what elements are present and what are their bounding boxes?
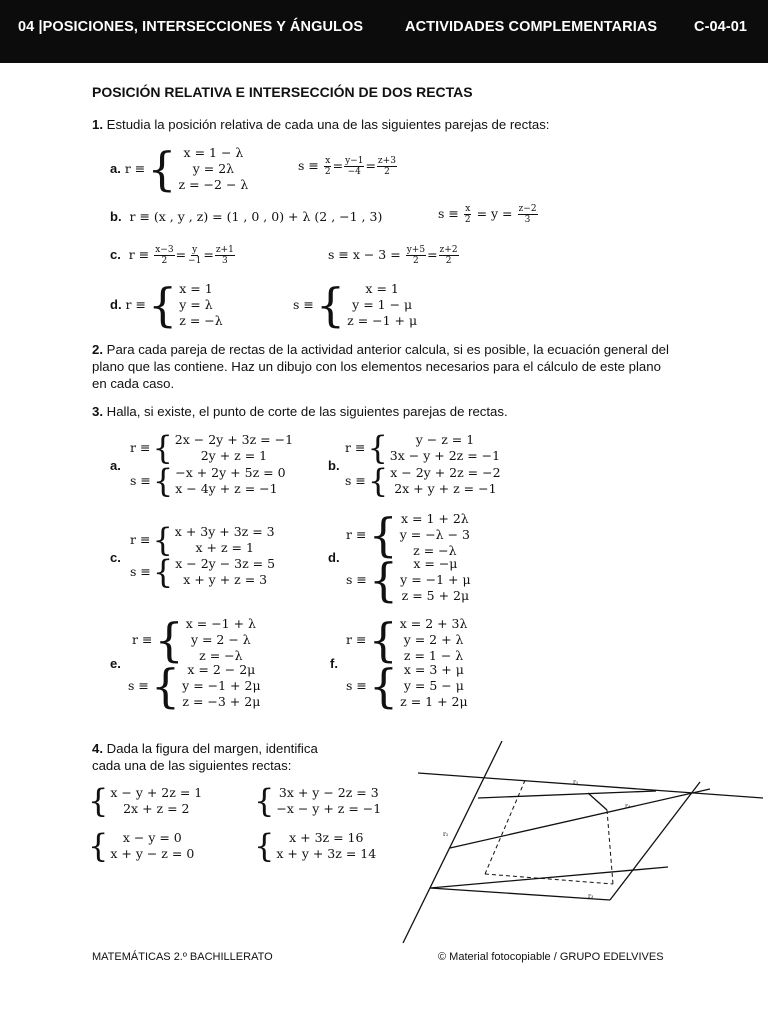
q3e-s-system: s ≡ { x = 2 − 2μ y = −1 + 2μ z = −3 + 2μ [128,659,261,713]
q3b-label: b. [328,458,340,473]
q4-system-3: { x − y = 0 x + y − z = 0 [88,827,195,865]
q3f-r-system: r ≡ { x = 2 + 3λ y = 2 + λ z = 1 − λ [346,613,468,667]
header-unit: 04 |POSICIONES, INTERSECCIONES Y ÁNGULOS [18,19,364,35]
q3d-label: d. [328,550,340,565]
question-1-text: Estudia la posición relativa de cada una de las siguientes parejas de rectas: [106,117,550,132]
figure-line-short [588,793,607,810]
q3c-s-system: s ≡ { x − 2y − 3z = 5 x + y + z = 3 [130,553,276,591]
q1c-label: c. [110,247,121,262]
header-code: C-04-01 [694,19,748,35]
figure-line-right [610,782,700,900]
q3e-r-system: r ≡ { x = −1 + λ y = 2 − λ z = −λ [132,613,256,667]
question-4-number: 4. [92,741,103,756]
figure-line-r1 [418,773,763,798]
q1a-r-system: a. r ≡ { x = 1 − λ y = 2λ z = −2 − λ [110,142,249,196]
q3b-s-system: s ≡ { x − 2y + 2z = −2 2x + y + z = −1 [345,462,501,500]
q1d-r-system: d. r ≡ { x = 1 y = λ z = −λ [110,278,223,332]
q1d-label: d. [110,297,122,312]
q1a-s-equation: s ≡ $\frac{x}{2}$ = $\frac{y-1}{-4}$ = $\frac{z+3}{2}$ [298,156,396,177]
question-1-number: 1. [92,117,103,132]
question-2-text: Para cada pareja de rectas de la actividad anterior calcula, si es posible, la ecuación general del plano que las contiene. Haz un dibujo con los elementos necesarios para el cálculo de este plano en cada caso. [92,342,669,391]
q4-system-1: { x − y + 2z = 1 2x + z = 2 [88,782,203,820]
figure-line-r3 [430,888,610,900]
question-2-number: 2. [92,342,103,357]
q3d-r-system: r ≡ { x = 1 + 2λ y = −λ − 3 z = −λ [346,508,470,562]
figure-label-r2: r₂ [443,831,449,838]
q1c-r-equation: c. r ≡ $\frac{x-3}{2}$ = $\frac{y}{-1}$ = $\frac{z+1}{3}$ [110,245,234,266]
header-section: ACTIVIDADES COMPLEMENTARIAS [405,19,658,35]
footer-right: © Material fotocopiable / GRUPO EDELVIVES [438,951,664,963]
q3a-r-system: r ≡ { 2x − 2y + 3z = −1 2y + z = 1 [130,429,294,467]
question-4-text-1: Dada la figura del margen, identifica [106,741,318,756]
q3f-label: f. [330,656,338,671]
question-3-number: 3. [92,404,103,419]
q4-system-2: { 3x + y − 2z = 3 −x − y + z = −1 [254,782,382,820]
page-title: POSICIÓN RELATIVA E INTERSECCIÓN DE DOS RECTAS [92,84,473,100]
figure-label-r1: r₁ [573,779,579,786]
figure-dashed-bottom [485,874,613,884]
figure-dashed-left [485,778,526,874]
q1b-s-equation: s ≡ $\frac{x}{2}$ = y = $\frac{z-2}{3}$ [438,204,537,225]
q3c-label: c. [110,550,121,565]
figure-label-r3: r₃ [588,893,594,900]
q4-system-4: { x + 3z = 16 x + y + 3z = 14 [254,827,377,865]
figure-label-r4: r₄ [625,803,631,810]
q3a-label: a. [110,458,121,473]
q3a-s-system: s ≡ { −x + 2y + 5z = 0 x − 4y + z = −1 [130,462,286,500]
q1a-r-line: z = −2 − λ [178,177,249,192]
q3c-r-system: r ≡ { x + 3y + 3z = 3 x + z = 1 [130,521,275,559]
q1c-s-equation: s ≡ x − 3 = $\frac{y+5}{2}$ = $\frac{z+2}{2}$ [328,245,458,266]
q3f-s-system: s ≡ { x = 3 + μ y = 5 − μ z = 1 + 2μ [346,659,468,713]
q3e-label: e. [110,656,121,671]
q1a-label: a. [110,161,121,176]
q1a-r-lead: r ≡ [124,161,146,176]
q1a-r-line: y = 2λ [192,161,235,176]
footer-left: MATEMÁTICAS 2.º BACHILLERATO [92,951,273,963]
q3d-s-system: s ≡ { x = −μ y = −1 + μ z = 5 + 2μ [346,553,471,607]
q1a-r-line: x = 1 − λ [183,145,244,160]
figure-line-upper [478,791,656,798]
q3b-r-system: r ≡ { y − z = 1 3x − y + 2z = −1 [345,429,501,467]
question-4-text-2: cada una de las siguientes rectas: [92,758,292,773]
q1b-r-equation: b. r ≡ (x , y , z) = (1 , 0 , 0) + λ (2 , −1 , 3) [110,209,383,224]
question-3-text: Halla, si existe, el punto de corte de las siguientes parejas de rectas. [106,404,508,419]
q1d-s-system: s ≡ { x = 1 y = 1 − μ z = −1 + μ [293,278,418,332]
q1b-label: b. [110,209,122,224]
figure-line-r2 [403,741,502,943]
